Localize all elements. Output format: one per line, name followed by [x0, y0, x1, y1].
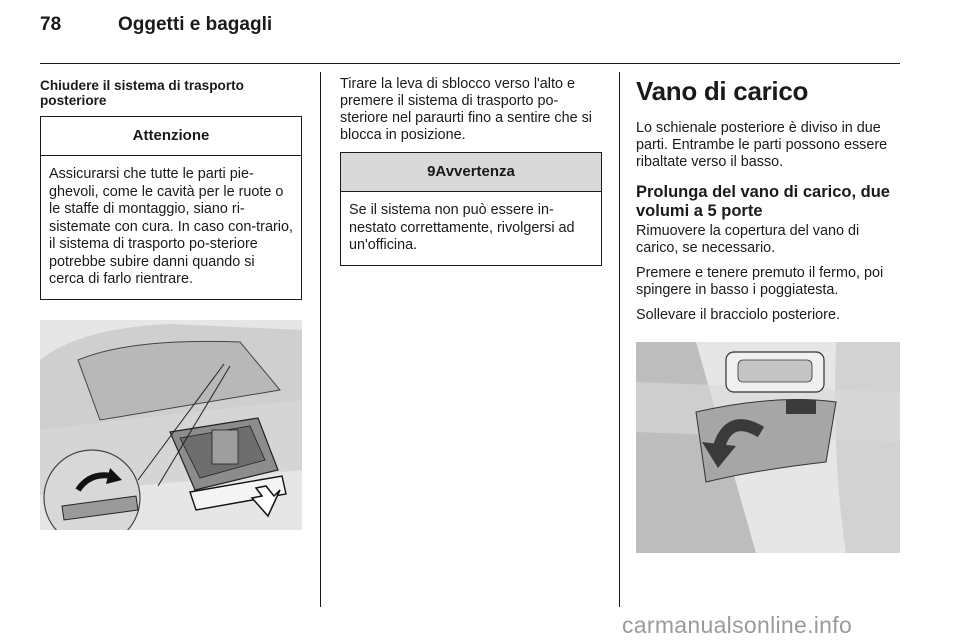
step-1-text: Rimuovere la copertura del vano di carico, se necessario.	[636, 223, 860, 256]
section-subheading: Prolunga del vano di carico, due volumi a 5 porte	[636, 183, 890, 220]
column-3	[636, 76, 900, 324]
column-divider-right	[619, 72, 620, 607]
carrier-instruction-text: Tirare la leva di sblocco verso l'alto e premere il sistema di trasporto po-steriore nel paraurti fino a sentire che si blocca in posizione.	[340, 76, 592, 143]
chapter-title: Oggetti e bagagli	[118, 14, 273, 35]
watermark: carmanualsonline.info	[622, 612, 853, 638]
step-2-text: Premere e tenere premuto il fermo, poi spingere in basso i poggiatesta.	[636, 265, 884, 298]
column-2	[340, 76, 602, 266]
column-1	[40, 76, 302, 300]
header-rule	[40, 63, 900, 64]
warning-box-title-bar	[341, 153, 601, 192]
warning-triangle-icon: 9	[427, 163, 436, 180]
attention-box-body: Assicurarsi che tutte le parti pie-ghevoli, come le cavità per le ruote o le staffe di montaggio, siano ri-sistemate con cura. In caso con-trario, il sistema di trasporto po-steriore potrebbe subire danni quando si cerca di farlo rientrare.	[49, 166, 293, 287]
warning-box-body: Se il sistema non può essere in-nestato correttamente, rivolgersi ad un'officina.	[349, 202, 575, 253]
rear-armrest-illustration	[636, 342, 900, 553]
attention-box-title: Attenzione	[41, 117, 301, 156]
warning-box-title: Avvertenza	[435, 163, 515, 180]
attention-box	[40, 116, 302, 300]
section-intro-text: Lo schienale posteriore è diviso in due parti. Entrambe le parti possono essere ribaltate verso il basso.	[636, 120, 888, 170]
step-3-text: Sollevare il bracciolo posteriore.	[636, 307, 840, 323]
section-heading: Vano di carico	[636, 76, 809, 106]
column-divider-left	[320, 72, 321, 607]
page-header	[40, 14, 900, 44]
warning-box	[340, 152, 602, 266]
rear-carrier-illustration	[40, 320, 302, 530]
section-subheading: Chiudere il sistema di trasporto posteriore	[40, 78, 244, 108]
page-number: 78	[40, 14, 62, 35]
